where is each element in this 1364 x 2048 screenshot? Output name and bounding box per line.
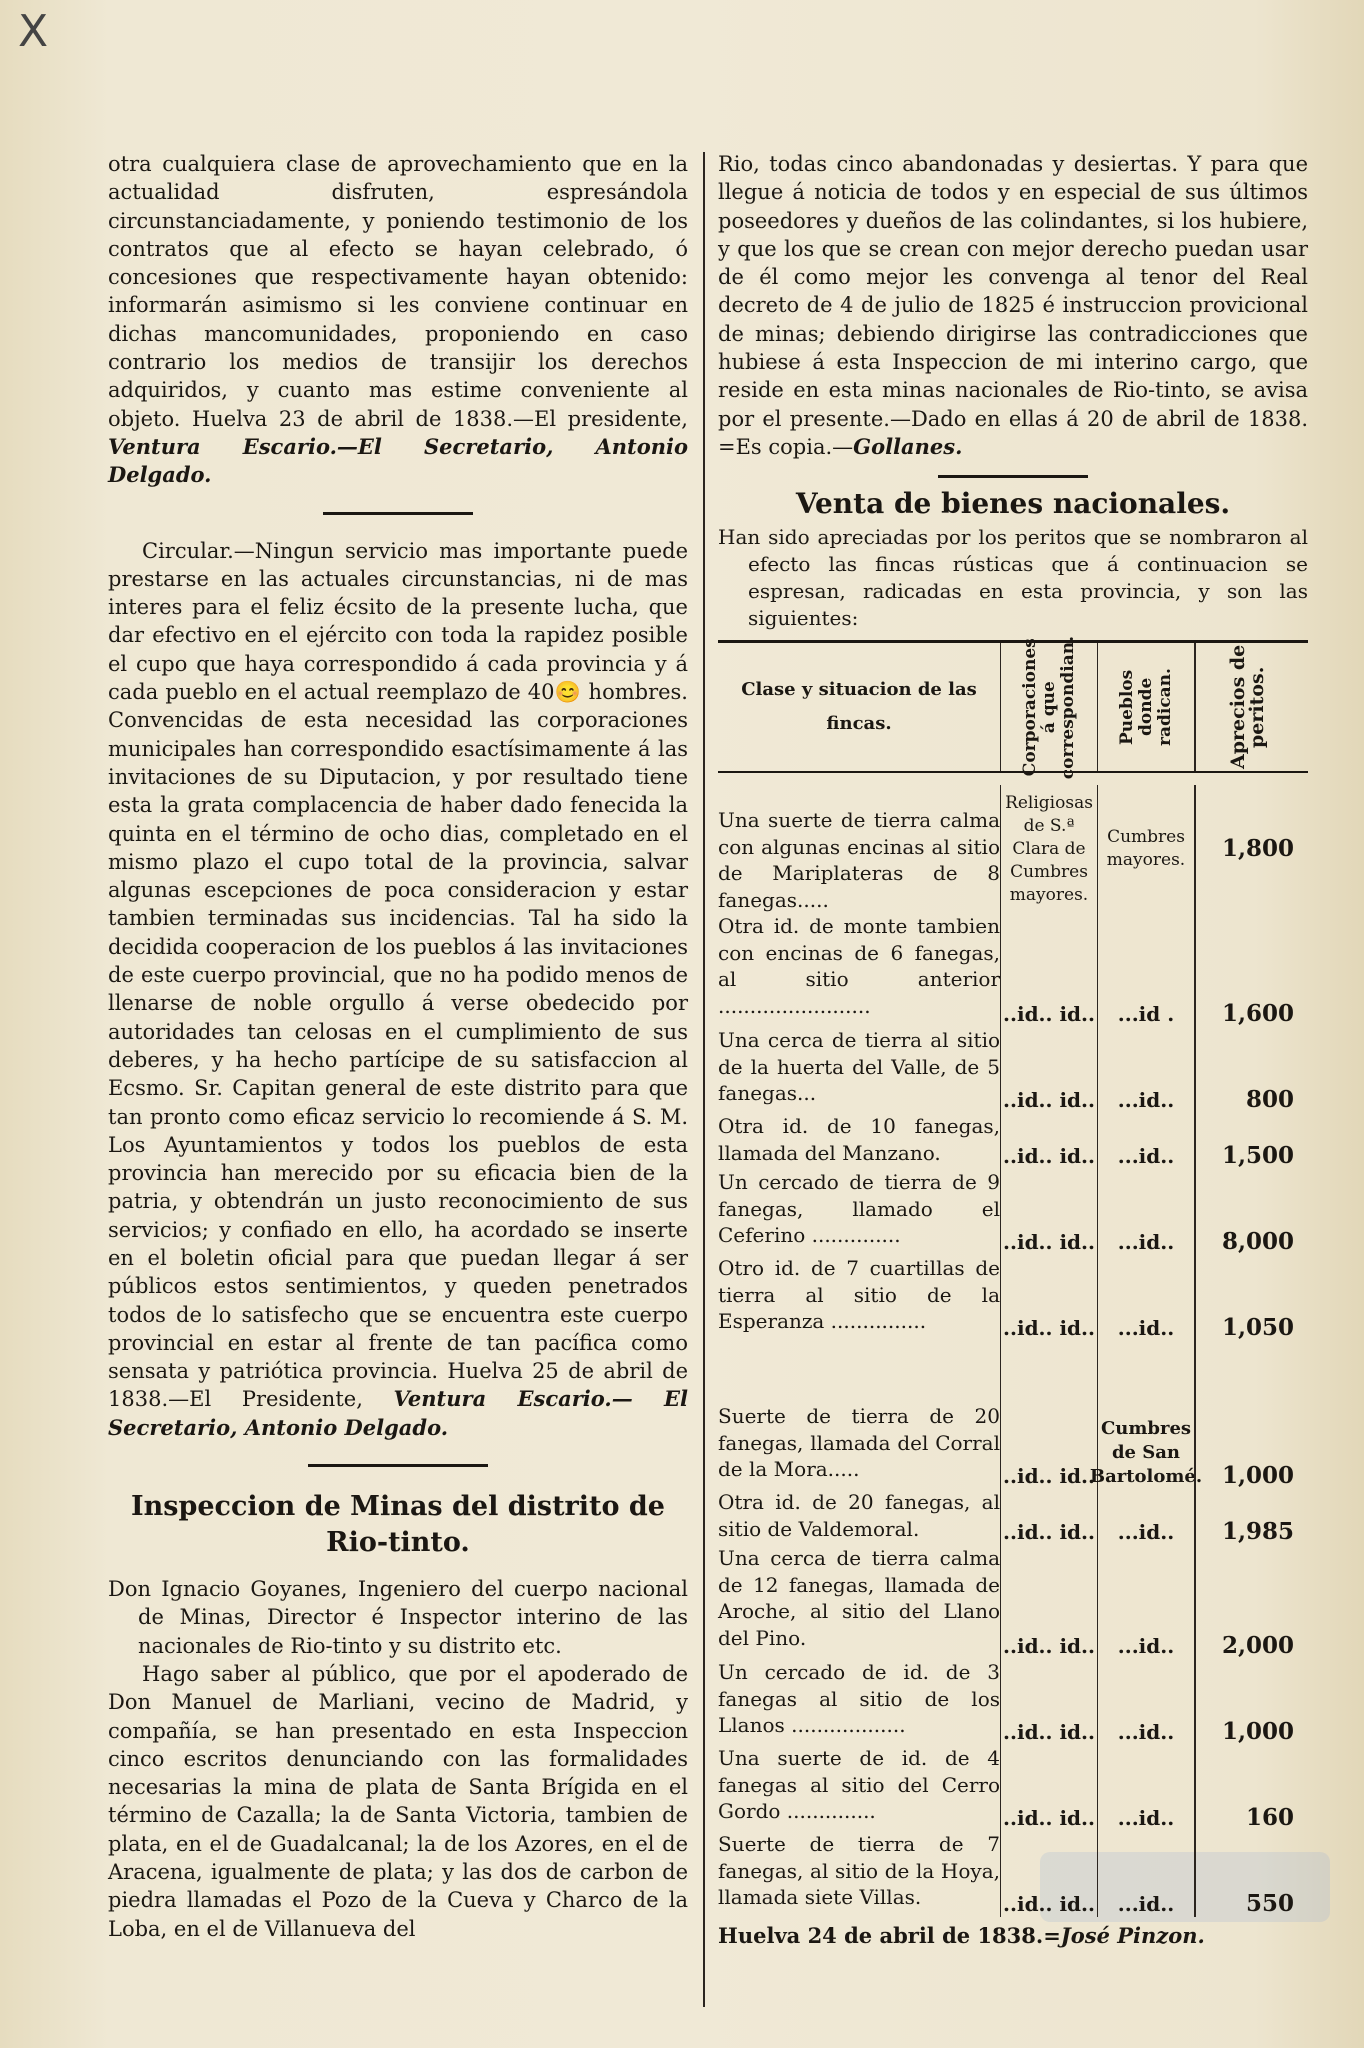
table-row [718,913,1308,1027]
finca-aprecio: 2,000 [1194,1545,1298,1659]
table-row [718,785,1308,913]
don-ignacio-paragraph: Don Ignacio Goyanes, Ingeniero del cuerpo nacional de Minas, Director é Inspector interino de las nacionales de Rio-tinto y su distrito etc. [108,1577,688,1658]
finca-pueblo: ...id.. [1097,1831,1194,1917]
finca-pueblo: ...id.. [1097,1745,1194,1831]
finca-description: Suerte de tierra de 20 fanegas, llamada del Corral de la Mora..... [718,1404,1000,1482]
finca-aprecio: 1,050 [1194,1255,1298,1341]
finca-corporacion: ..id.. id.. [1000,1113,1097,1169]
paragraph-continuation: otra cualquiera clase de aprovechamiento que en la actualidad disfruten, espresándola circunstanciadamente, y poniendo testimonio de los contratos que al efecto se hayan celebrado, ó concesiones que respectivamente hayan obtenido: informarán asimismo si les conviene continuar en dichas mancomunidades, proponiendo en caso contrario los medios de transijir los derechos adquiridos, y cuanto mas estime conveniente al objeto. Huelva 23 de abril de 1838.—El presidente, Ventura Escario.—El Secretario, Antonio Delgado. [108,152,688,488]
signature: Ventura Escario.—El Secretario, Antonio Delgado. [108,433,688,488]
finca-aprecio: 1,000 [1194,1341,1298,1489]
finca-aprecio: 550 [1194,1831,1298,1917]
finca-aprecio: 1,985 [1194,1489,1298,1545]
finca-description: Una cerca de tierra al sitio de la huerta del Valle, de 5 fanegas... [718,1028,1000,1106]
left-column [108,150,688,1943]
finca-aprecio: 1,000 [1194,1659,1298,1745]
finca-pueblo: Cumbres de San Bartolomé. [1097,1341,1194,1489]
table-row [718,1113,1308,1169]
signature: Ventura Escario.— El Secretario, Antonio Delgado. [108,1386,688,1440]
separator-rule [323,512,473,515]
separator-rule [938,475,1088,478]
finca-description: Una cerca de tierra calma de 12 fanegas, llamada de Aroche, al sitio del Llano del Pino. [718,1546,1000,1650]
finca-description: Otro id. de 7 cuartillas de tierra al sitio de la Esperanza ............... [718,1256,1000,1334]
closing-line: Huelva 24 de abril de 1838.=José Pinzon. [718,1923,1205,1949]
hago-saber-paragraph: Hago saber al público, que por el apoderado de Don Manuel de Marliani, vecino de Madrid, y compañía, se han presentado en esta Inspeccion cinco escritos denunciando con las formalidades necesarias la mina de plata de Santa Brígida en el término de Cazalla; la de Santa Victoria, tambien de plata, en el de Guadalcanal; la de los Azores, en el de Aracena, igualmente de plata; y las dos de carbon de piedra llamadas el Pozo de la Cueva y Charco de la Loba, en el de Villanueva del [108,1661,688,1941]
header-corporaciones: Corporaciones á que correspondian. [1000,643,1097,771]
finca-pueblo: ...id.. [1097,1545,1194,1659]
finca-pueblo: ...id.. [1097,1255,1194,1341]
finca-pueblo: ...id . [1097,913,1194,1027]
signature: José Pinzon. [1060,1923,1205,1949]
finca-description: Otra id. de monte tambien con encinas de 6 fanegas, al sitio anterior ........................ [718,914,1000,1018]
venta-intro: Han sido apreciadas por los peritos que se nombraron al efecto las fincas rústicas que á continuacion se espresan, radicadas en esta provincia, y son las siguientes: [718,525,1308,631]
finca-pueblo: ...id.. [1097,1169,1194,1255]
table-row [718,1027,1308,1113]
finca-corporacion: ..id.. id.. [1000,1745,1097,1831]
corner-mark: X [18,6,49,57]
table-row [718,1489,1308,1545]
finca-corporacion: ..id.. id.. [1000,1831,1097,1917]
header-aprecios: Aprecios de peritos. [1194,643,1300,771]
finca-pueblo: ...id.. [1097,1659,1194,1745]
table-row [718,1545,1308,1659]
finca-pueblo: Cumbres mayores. [1097,785,1194,913]
finca-corporacion: ..id.. id.. [1000,1489,1097,1545]
finca-corporacion: ..id.. id.. [1000,1545,1097,1659]
right-column [718,150,1308,1951]
section-heading-venta: Venta de bienes nacionales. [795,487,1231,521]
finca-description: Otra id. de 20 fanegas, al sitio de Valdemoral. [718,1490,1000,1541]
finca-pueblo: ...id.. [1097,1489,1194,1545]
circular-paragraph: Circular.—Ningun servicio mas importante puede prestarse en las actuales circunstancias, ni de mas interes para el feliz écsito de la presente lucha, que dar efectivo en el ejército con toda la rapidez posible el cupo que haya correspondido á cada provincia y á cada pueblo en el actual reemplazo de 40😊 hombres. Convencidas de esta necesidad las corporaciones municipales han correspondido esactísimamente á las invitaciones de su Diputacion, y por resultado tiene esta la grata complacencia de haber dado fenecida la quinta en el término de ocho dias, completado en el mismo plazo el cupo total de la provincia, salvar algunas escepciones de poca consideracion y estar tambien terminadas sus incidencias. Tal ha sido la decidida cooperacion de los pueblos á las invitaciones de este cuerpo provincial, que no ha podido menos de llenarse de noble orgullo á verse obedecido por autoridades tan celosas en el cumplimiento de sus deberes, y ha hecho partícipe de su satisfaccion al Ecsmo. Sr. Capitan general de este distrito para que tan pronto como eficaz servicio lo recomiende á S. M. Los Ayuntamientos y todos los pueblos de esta provincia han merecido por su eficacia bien de la patria, y obtendrán un justo reconocimiento de sus servicios; y confiado en ello, ha acordado se inserte en el boletin oficial para que puedan llegar á ser públicos estos sentimientos, y queden penetrados todos de lo satisfecho que se encuentra este cuerpo provincial en estar al frente de tan pacífica como sensata y patriótica provincia. Huelva 25 de abril de 1838.—El Presidente, Ventura Escario.— El Secretario, Antonio Delgado. [108,538,688,1440]
finca-corporacion: Religiosas de S.ª Clara de Cumbres mayores. [1000,785,1097,913]
finca-corporacion: ..id.. id.. [1000,1659,1097,1745]
column-divider [703,152,705,2007]
finca-corporacion: ..id.. id.. [1000,1255,1097,1341]
finca-aprecio: 800 [1194,1027,1298,1113]
table-header [718,635,1308,779]
signature: Gollanes. [853,433,963,459]
finca-description: Otra id. de 10 fanegas, llamada del Manzano. [718,1114,1000,1165]
fincas-table [718,635,1308,1917]
finca-corporacion: ..id.. id.. [1000,1341,1097,1489]
finca-description: Una suerte de id. de 4 fanegas al sitio del Cerro Gordo .............. [718,1746,1000,1824]
finca-pueblo: ...id.. [1097,1027,1194,1113]
finca-description: Una suerte de tierra calma con algunas encinas al sitio de Mariplateras de 8 fanegas..... [718,808,1000,912]
finca-aprecio: 8,000 [1194,1169,1298,1255]
finca-pueblo: ...id.. [1097,1113,1194,1169]
table-row [718,1745,1308,1831]
finca-description: Un cercado de id. de 3 fanegas al sitio de los Llanos .................. [718,1660,1000,1738]
finca-aprecio: 160 [1194,1745,1298,1831]
finca-corporacion: ..id.. id.. [1000,1169,1097,1255]
finca-aprecio: 1,800 [1194,785,1298,913]
finca-aprecio: 1,500 [1194,1113,1298,1169]
separator-rule [308,1464,488,1467]
finca-corporacion: ..id.. id.. [1000,1027,1097,1113]
paragraph-rio: Rio, todas cinco abandonadas y desiertas. Y para que llegue á noticia de todos y en especial de sus últimos poseedores y dueños de las colindantes, si los hubiere, y que los que se crean con mejor derecho puedan usar de él como mejor les convenga al tenor del Real decreto de 4 de julio de 1825 é instruccion provicional de minas; debiendo dirigirse las contradicciones que hubiese á esta Inspeccion de mi interino cargo, que reside en esta minas nacionales de Rio-tinto, se avisa por el presente.—Dado en ellas á 20 de abril de 1838. =Es copia.—Gollanes. [718,152,1308,459]
header-clase: Clase y situacion de las fincas. [741,679,977,735]
finca-corporacion: ..id.. id.. [1000,913,1097,1027]
table-row [718,1659,1308,1745]
table-row [718,1341,1308,1489]
finca-description: Un cercado de tierra de 9 fanegas, llamado el Ceferino .............. [718,1170,1000,1248]
section-heading-minas: Inspeccion de Minas del distrito de Rio-tinto. [131,1491,665,1559]
table-row [718,1255,1308,1341]
header-pueblos: Pueblos donde radican. [1097,643,1194,771]
table-row [718,1169,1308,1255]
finca-aprecio: 1,600 [1194,913,1298,1027]
finca-description: Suerte de tierra de 7 fanegas, al sitio de la Hoya, llamada siete Villas. [718,1832,1000,1910]
table-row [718,1831,1308,1917]
